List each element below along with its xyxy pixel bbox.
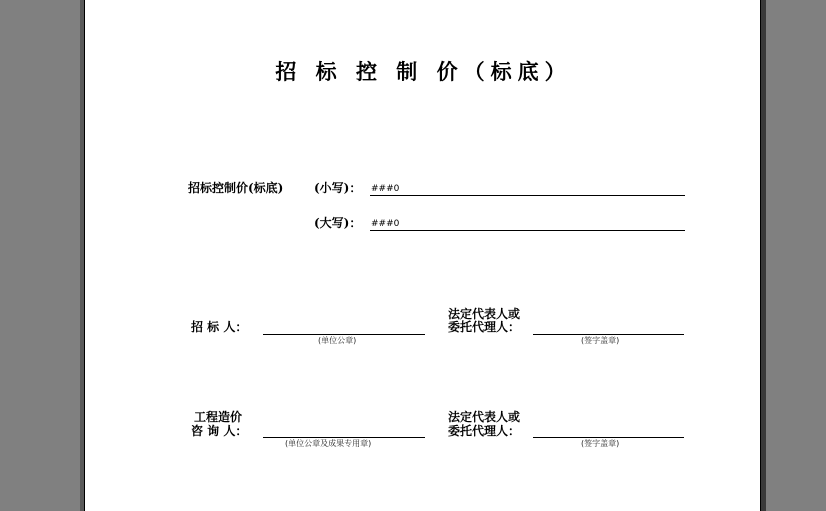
- big-amount-label: (大写)：: [314, 216, 362, 230]
- small-amount-value: ###0: [371, 184, 400, 194]
- consultant-seal-note: (单位公章及成果专用章): [285, 439, 372, 448]
- small-amount-label: (小写)：: [314, 181, 362, 195]
- legal-rep-label-line1: 法定代表人或: [448, 307, 521, 321]
- bidder-label: 招 标 人：: [191, 320, 248, 334]
- bidder-underline: [263, 334, 425, 335]
- big-amount-value: ###0: [371, 219, 400, 229]
- document-title: 招 标 控 制 价（标底）: [275, 59, 572, 84]
- small-amount-underline: [370, 195, 685, 196]
- document-page: [84, 0, 761, 511]
- legal-rep-signature-note: (签字盖章): [581, 336, 620, 345]
- legal-rep2-signature-note: (签字盖章): [581, 439, 620, 448]
- legal-rep2-label-line1: 法定代表人或: [448, 410, 521, 424]
- consultant-label-line2: 咨 询 人：: [191, 424, 248, 438]
- big-amount-underline: [370, 230, 685, 231]
- consultant-underline: [263, 437, 425, 438]
- consultant-label-line1: 工程造价: [194, 410, 243, 424]
- legal-rep-underline: [533, 334, 684, 335]
- bidder-seal-note: (单位公章): [318, 336, 357, 345]
- price-label: 招标控制价(标底): [188, 181, 284, 195]
- legal-rep2-label-line2: 委托代理人：: [448, 424, 521, 438]
- legal-rep-label-line2: 委托代理人：: [448, 320, 521, 334]
- legal-rep2-underline: [533, 437, 684, 438]
